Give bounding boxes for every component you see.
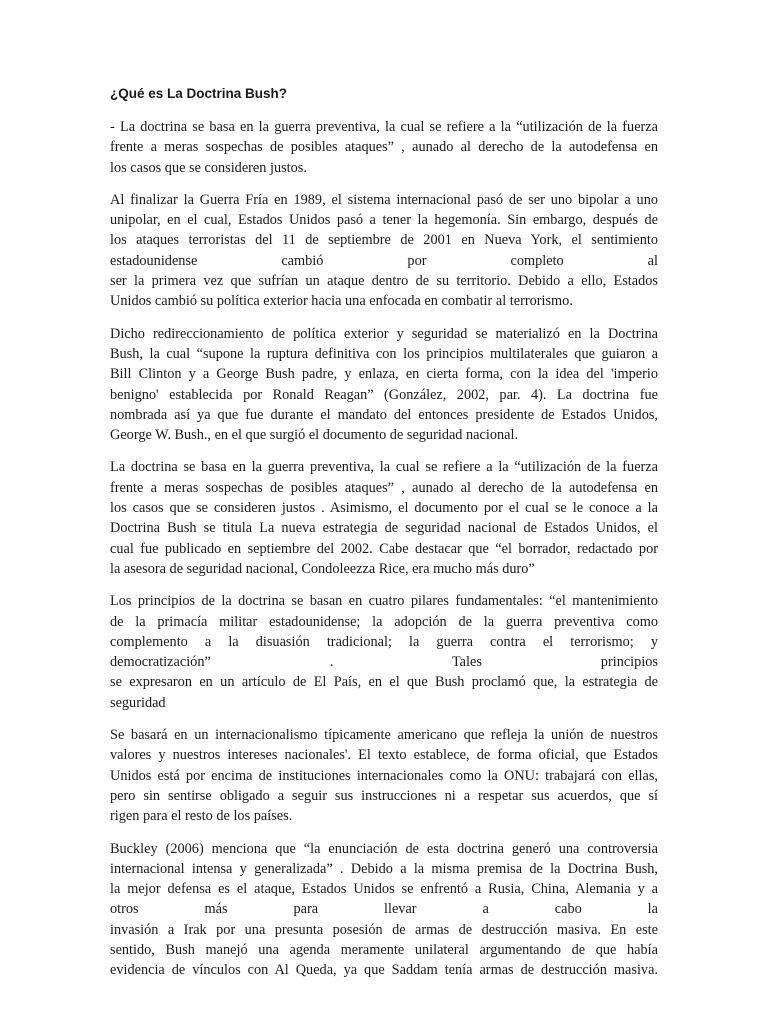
- paragraph: [110, 324, 658, 446]
- document-title: ¿Qué es La Doctrina Bush?: [110, 86, 288, 101]
- text-line: Buckley (2006) menciona que “la enunciación de esta doctrina generó una controversia: [110, 840, 658, 857]
- text-line: cual fue publicado en septiembre del 2002. Cabe destacar que “el borrador, redactado por: [110, 540, 658, 557]
- text-line: sentido, Bush manejó una agenda meramente unilateral argumentando de que había: [110, 941, 658, 958]
- document-body: [110, 117, 658, 981]
- text-line: estadounidense cambió por completo al: [110, 252, 658, 269]
- text-line: Bill Clinton y a George Bush padre, y enlaza, en cierta forma, con la idea del 'imperio: [110, 366, 658, 383]
- document-page: [110, 84, 658, 993]
- text-line: Los principios de la doctrina se basan en cuatro pilares fundamentales: “el mantenimiento: [110, 593, 658, 610]
- text-line: evidencia de vínculos con Al Queda, ya que Saddam tenía armas de destrucción masiva.: [110, 962, 658, 979]
- text-line: Se basará en un internacionalismo típicamente americano que refleja la unión de nuestros: [110, 727, 658, 744]
- text-line: pero sin sentirse obligado a seguir sus instrucciones ni a respetar sus acuerdos, que sí: [110, 787, 658, 804]
- text-line: invasión a Irak por una presunta posesión de armas de destrucción masiva. En este: [110, 921, 658, 938]
- paragraph: [110, 117, 658, 178]
- text-line: Unidos está por encima de instituciones internacionales como la ONU: trabajará con ellas,: [110, 767, 658, 784]
- text-line: seguridad: [110, 694, 166, 711]
- text-line: Al finalizar la Guerra Fría en 1989, el sistema internacional pasó de ser uno bipolar a uno: [110, 191, 658, 208]
- text-line: otros más para llevar a cabo la: [110, 901, 658, 918]
- text-line: unipolar, en el cual, Estados Unidos pasó a tener la hegemonía. Sin embargo, después de: [110, 212, 658, 229]
- text-line: rigen para el resto de los países.: [110, 808, 293, 825]
- text-line: la asesora de seguridad nacional, Condoleezza Rice, era mucho más duro”: [110, 560, 535, 577]
- text-line: valores y nuestros intereses nacionales'. El texto establece, de forma oficial, que Estados: [110, 747, 658, 764]
- text-line: los casos que se consideren justos . Asimismo, el documento por el cual se le conoce a la: [110, 500, 658, 517]
- paragraph: [110, 725, 658, 826]
- text-line: de la primacía militar estadounidense; la adopción de la guerra preventiva como: [110, 613, 658, 630]
- paragraph: [110, 591, 658, 713]
- text-line: la mejor defensa es el ataque, Estados Unidos se enfrentó a Rusia, China, Alemania y a: [110, 881, 658, 898]
- paragraph: [110, 457, 658, 579]
- paragraph: [110, 839, 658, 981]
- text-line: internacional intensa y generalizada” . Debido a la misma premisa de la Doctrina Bush,: [110, 860, 658, 877]
- text-line: - La doctrina se basa en la guerra preventiva, la cual se refiere a la “utilización de la fuerza: [110, 119, 658, 135]
- text-line: se expresaron en un artículo de El País, en el que Bush proclamó que, la estrategia de: [110, 674, 658, 691]
- text-line: complemento a la disuasión tradicional; la guerra contra el terrorismo; y: [110, 633, 658, 650]
- text-line: los ataques terroristas del 11 de septiembre de 2001 en Nueva York, el sentimiento: [110, 232, 658, 249]
- text-line: los casos que se consideren justos.: [110, 159, 307, 176]
- paragraph: [110, 190, 658, 312]
- text-line: nombrada así ya que fue durante el mandato del entonces presidente de Estados Unidos,: [110, 406, 658, 423]
- text-line: Unidos cambió su política exterior hacia una enfocada en combatir al terrorismo.: [110, 293, 573, 310]
- text-line: ser la primera vez que sufrían un ataque dentro de su territorio. Debido a ello, Estados: [110, 273, 658, 290]
- text-line: frente a meras sospechas de posibles ataques” , aunado al derecho de la autodefensa en: [110, 479, 658, 496]
- text-line: Bush, la cual “supone la ruptura definitiva con los principios multilaterales que guiaron a: [110, 345, 658, 362]
- text-line: benigno' establecida por Ronald Reagan” (González, 2002, par. 4). La doctrina fue: [110, 386, 658, 403]
- text-line: La doctrina se basa en la guerra preventiva, la cual se refiere a la “utilización de la fuerza: [110, 459, 658, 476]
- text-line: democratización” . Tales principios: [110, 654, 658, 671]
- text-line: Doctrina Bush se titula La nueva estrategia de seguridad nacional de Estados Unidos, el: [110, 520, 658, 537]
- text-line: Dicho redireccionamiento de política exterior y seguridad se materializó en la Doctrina: [110, 325, 658, 342]
- text-line: George W. Bush., en el que surgió el documento de seguridad nacional.: [110, 427, 519, 444]
- text-line: frente a meras sospechas de posibles ataques” , aunado al derecho de la autodefensa en: [110, 139, 658, 156]
